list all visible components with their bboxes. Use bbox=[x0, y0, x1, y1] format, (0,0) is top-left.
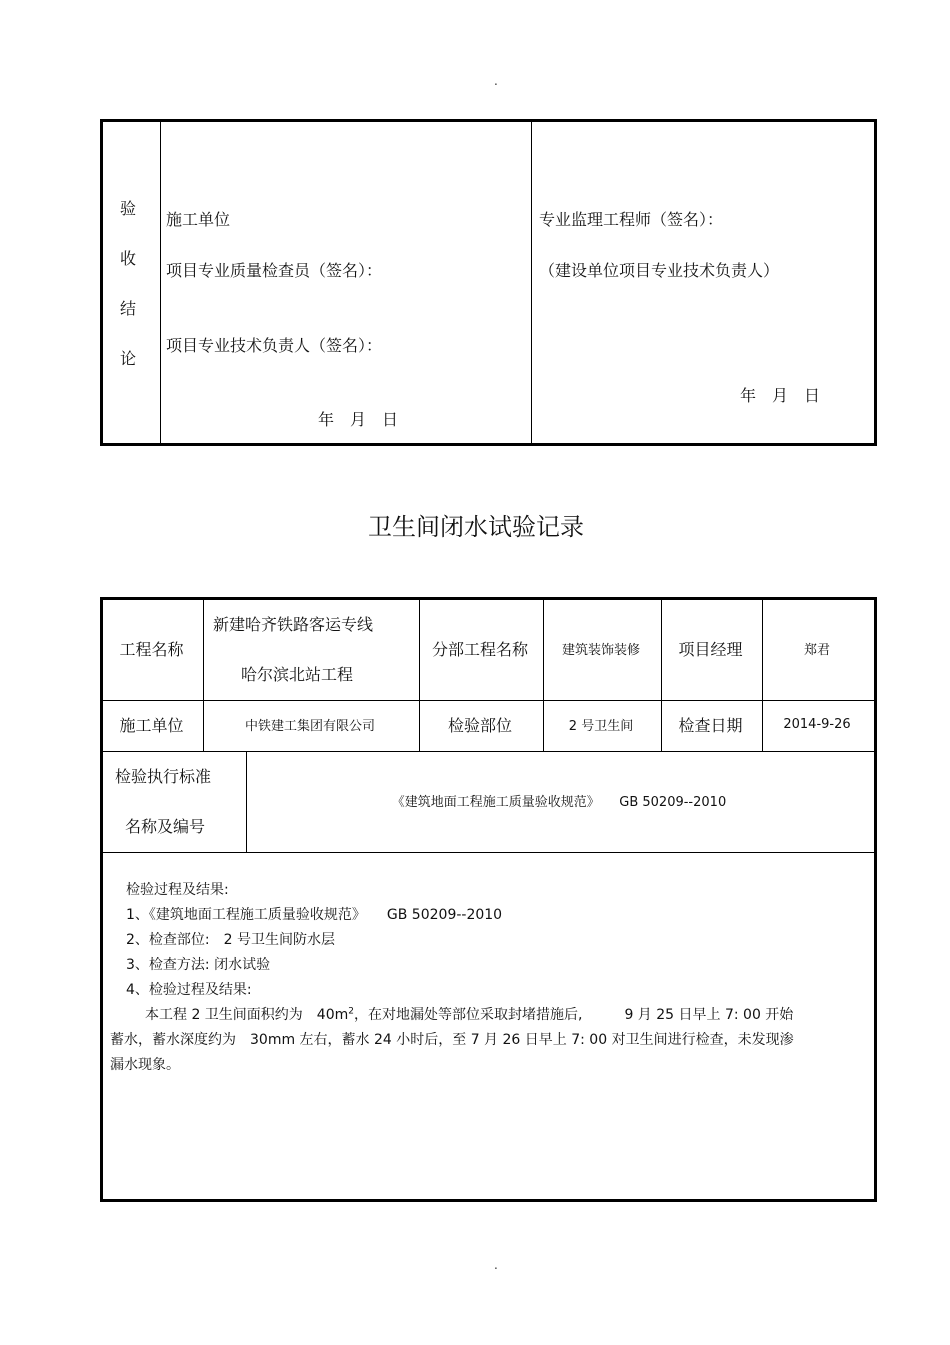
record-title: 卫生间闭水试验记录 bbox=[368, 513, 584, 541]
process-heading: 检验过程及结果: bbox=[126, 882, 229, 898]
acceptance-vertical-char-3: 结 bbox=[120, 299, 137, 318]
standard-label-line-2: 名称及编号 bbox=[125, 817, 206, 836]
inspection-date-value: 2014-9-26 bbox=[783, 717, 851, 732]
inspection-part-label: 检验部位 bbox=[447, 716, 512, 735]
standard-value: 《建筑地面工程施工质量验收规范》 GB 50209--2010 bbox=[391, 795, 727, 810]
acceptance-vertical-char-1: 验 bbox=[120, 199, 137, 218]
sub-project-value: 建筑装饰装修 bbox=[561, 643, 640, 658]
sub-project-label: 分部工程名称 bbox=[431, 640, 528, 659]
contractor-value: 中铁建工集团有限公司 bbox=[244, 719, 375, 734]
process-item-3: 3、检查方法: 闭水试验 bbox=[126, 957, 271, 973]
process-item-4: 4、检验过程及结果: bbox=[126, 982, 252, 998]
standard-label-line-1: 检验执行标准 bbox=[115, 767, 212, 786]
process-paragraph-line-2: 蓄水，蓄水深度约为 30mm 左右，蓄水 24 小时后，至 7 月 26 日早上 7: 00 对卫生间进行检查，未发现渗 bbox=[110, 1032, 794, 1048]
process-paragraph-line-1 bbox=[145, 1004, 793, 1024]
acceptance-vertical-char-2: 收 bbox=[120, 249, 137, 268]
project-manager-value: 郑君 bbox=[803, 643, 830, 658]
process-paragraph-part-a: 本工程 2 卫生间面积约为 40m bbox=[145, 1007, 349, 1023]
acceptance-vertical-char-4: 论 bbox=[120, 349, 137, 368]
process-paragraph-part-b: ，在对地漏处等部位采取封堵措施后, 9 月 25 日早上 7: 00 开始 bbox=[354, 1007, 794, 1023]
contractor-label: 施工单位 bbox=[119, 716, 184, 735]
project-name-line-1: 新建哈齐铁路客运专线 bbox=[213, 615, 374, 634]
project-name-label: 工程名称 bbox=[119, 640, 184, 659]
page-dot-top: . bbox=[494, 74, 498, 88]
process-paragraph-line-3: 漏水现象。 bbox=[110, 1057, 180, 1073]
page-dot-bottom: . bbox=[494, 1258, 498, 1272]
quality-inspector-signature: 项目专业质量检查员（签名）： bbox=[166, 261, 383, 280]
right-date-line: 年 月 日 bbox=[740, 386, 821, 405]
supervisor-signature: 专业监理工程师（签名）： bbox=[539, 210, 724, 229]
inspection-part-value: 2 号卫生间 bbox=[568, 719, 634, 734]
process-item-2: 2、检查部位: 2 号卫生间防水层 bbox=[126, 932, 335, 948]
construction-unit-label: 施工单位 bbox=[166, 210, 231, 229]
tech-lead-signature: 项目专业技术负责人（签名）： bbox=[166, 336, 383, 355]
process-item-1: 1、《建筑地面工程施工质量验收规范》 GB 50209--2010 bbox=[126, 907, 503, 923]
left-date-line: 年 月 日 bbox=[318, 410, 399, 429]
project-name-line-2: 哈尔滨北站工程 bbox=[241, 665, 354, 684]
project-manager-label: 项目经理 bbox=[678, 640, 743, 659]
area-unit-superscript: 2 bbox=[348, 1006, 354, 1017]
inspection-date-label: 检查日期 bbox=[678, 716, 743, 735]
owner-tech-lead-label: （建设单位项目专业技术负责人） bbox=[539, 261, 780, 280]
